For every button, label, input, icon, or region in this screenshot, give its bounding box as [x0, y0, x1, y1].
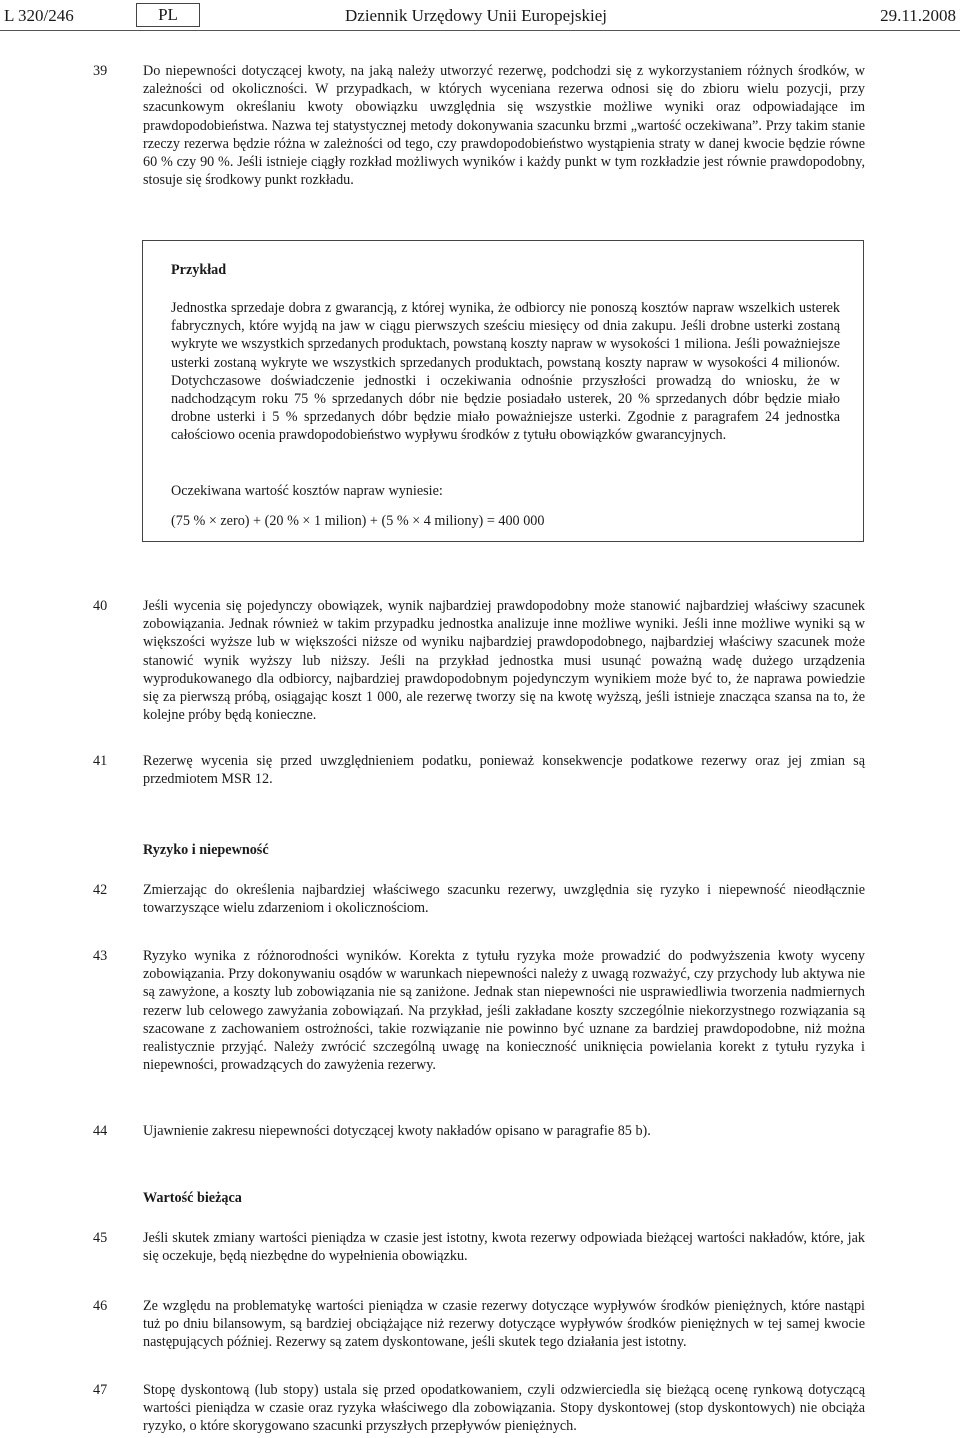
- publication-date: 29.11.2008: [880, 6, 956, 25]
- paragraph-text: Stopę dyskontową (lub stopy) ustala się przed opodatkowaniem, czyli odzwierciedla się bieżącą ocenę rynkową dotyczącą wartości pieniądza w czasie oraz ryzyka właściwego dla zobowiązania. Stopy dyskontowej (stop dyskontowych) nie obciąża ryzyko, o które skorygowano szacunki przyszłych przepływów pieniężnych.: [143, 1382, 865, 1435]
- paragraph-number: 41: [93, 753, 108, 769]
- section-heading-risk: Ryzyko i niepewność: [143, 842, 269, 858]
- paragraph-number: 46: [93, 1298, 108, 1314]
- paragraph-number: 42: [93, 882, 108, 898]
- paragraph-text: Jeśli skutek zmiany wartości pieniądza w czasie jest istotny, kwota rezerwy odpowiada bieżącej wartości nakładów, które, jak się oczekuje, będą niezbędne do wypełnienia obowiązku.: [143, 1230, 865, 1265]
- paragraph-text: Jeśli wycenia się pojedynczy obowiązek, wynik najbardziej prawdopodobny może stanowić najbardziej właściwy szacunek zobowiązania. Jednak również w takim przypadku jednostka analizuje inne możliwe wyniki. Jeśli inne możliwe wyniki są w większości wyższe lub w większości niższe od wyniku najbardziej prawdopodobnego, najbardziej właściwy szacunek może stanowić wynik wyższy lub niższy. Jeśli na przykład jednostka musi usunąć poważną wadę dużego urządzenia wyprodukowanego dla odbiorcy, najbardziej prawdopodobnym pojedynczym wynikiem może być to, że naprawa powiedzie się za pierwszą próbą, osiągając koszt 1 000, ale rezerwę tworzy się na kwotę wyższą, jeśli istnieje znacząca szansa na to, że kolejne próby będą konieczne.: [143, 598, 865, 724]
- example-body: Jednostka sprzedaje dobra z gwarancją, z której wynika, że odbiorcy nie ponoszą kosztów napraw wszelkich usterek fabrycznych, które wyjdą na jaw w ciągu pierwszych sześciu miesięcy od dnia zakupu. Jeśli drobne usterki zostaną wykryte we wszystkich sprzedanych produktach, powstaną koszty napraw w wysokości 1 miliona. Jeśli poważniejsze usterki zostaną wykryte we wszystkich sprzedanych produktach, powstaną koszty napraw w wysokości 4 milionów. Dotychczasowe doświadczenie jednostki i oczekiwania odnośnie przyszłości prowadzą do wniosku, że w nadchodzącym roku 75 % sprzedanych dóbr nie będzie posiadało usterek, 20 % sprzedanych dóbr będzie miało drobne usterki i 5 % sprzedanych dóbr będzie miało poważniejsze usterki. Zgodnie z paragrafem 24 jednostka całościowo ocenia prawdopodobieństwo wypływu środków z tytułu obowiązków gwarancyjnych.: [171, 300, 840, 444]
- language-badge: PL: [136, 3, 200, 27]
- paragraph-text: Ujawnienie zakresu niepewności dotyczącej kwoty nakładów opisano w paragrafie 85 b).: [143, 1123, 651, 1139]
- header-rule: [0, 30, 960, 31]
- paragraph-number: 43: [93, 948, 108, 964]
- paragraph-number: 45: [93, 1230, 108, 1246]
- paragraph-text: Ze względu na problematykę wartości pieniądza w czasie rezerwy dotyczące wypływów środków pieniężnych, które nastąpi tuż po dniu bilansowym, są bardziej obciążające niż rezerwy dotyczące wypływów środków pieniężnych w tej samej kwocie następujących później. Rezerwy są zatem dyskontowane, jeśli skutek tego działania jest istotny.: [143, 1298, 865, 1351]
- paragraph-text: Ryzyko wynika z różnorodności wyników. Korekta z tytułu ryzyka może prowadzić do podwyższenia kwoty wyceny zobowiązania. Przy dokonywaniu osądów w warunkach niepewności należy z uwagą rozważyć, czy przychody lub aktywa nie są zawyżone, a koszty lub zobowiązania nie są zaniżone. Jednak stan niepewności nie usprawiedliwia tworzenia nadmiernych rezerw lub celowego zawyżania zobowiązań. Na przykład, jeśli zakładane koszty szczególnie niekorzystnego rozwiązania są szacowane z zachowaniem ostrożności, takie rozwiązanie nie powinno być uznane za bardziej prawdopodobne, niż można realistycznie przyjąć. Należy zwrócić szczególną uwagę na konieczność uniknięcia powielania korekt z tytułu ryzyka i niepewności, prowadzących do zawyżenia rezerwy.: [143, 948, 865, 1074]
- journal-title: Dziennik Urzędowy Unii Europejskiej: [345, 6, 608, 25]
- paragraph-text: Do niepewności dotyczącej kwoty, na jaką należy utworzyć rezerwę, podchodzi się z wykorzystaniem różnych środków, w zależności od okoliczności. W przypadkach, w których wyceniana rezerwa odnosi się do zbioru wielu pozycji, przy szacunkowym określaniu kwoty obowiązku uwzględnia się wszystkie możliwe wyniki oraz odpowiadające im prawdopodobieństwa. Nazwa tej statystycznej metody dokonywania szacunku brzmi „wartość oczekiwana”. Przy takim stanie rzeczy rezerwa będzie różna w zależności od tego, czy prawdopodobieństwo wystąpienia straty w danej kwocie będzie równe 60 % czy 90 %. Jeśli istnieje ciągły rozkład możliwych wyników i każdy punkt w tym rozkładzie jest równie prawdopodobny, stosuje się środkowy punkt rozkładu.: [143, 63, 865, 189]
- expected-value-label: Oczekiwana wartość kosztów napraw wyniesie:: [171, 483, 443, 499]
- paragraph-text: Zmierzając do określenia najbardziej właściwego szacunku rezerwy, uwzględnia się ryzyko i niepewność nieodłącznie towarzyszące wielu zdarzeniom i okolicznościom.: [143, 882, 865, 917]
- example-title: Przykład: [171, 262, 227, 278]
- page-reference: L 320/246: [4, 6, 74, 25]
- example-box: [142, 240, 864, 542]
- paragraph-text: Rezerwę wycenia się przed uwzględnieniem podatku, ponieważ konsekwencje podatkowe rezerwy oraz jej zmian są przedmiotem MSR 12.: [143, 753, 865, 788]
- section-heading-present-value: Wartość bieżąca: [143, 1190, 242, 1206]
- paragraph-number: 47: [93, 1382, 108, 1398]
- paragraph-number: 44: [93, 1123, 108, 1139]
- expected-value-formula: (75 % × zero) + (20 % × 1 milion) + (5 % × 4 miliony) = 400 000: [171, 513, 545, 529]
- paragraph-number: 39: [93, 63, 108, 79]
- page-header: [0, 0, 960, 32]
- paragraph-number: 40: [93, 598, 108, 614]
